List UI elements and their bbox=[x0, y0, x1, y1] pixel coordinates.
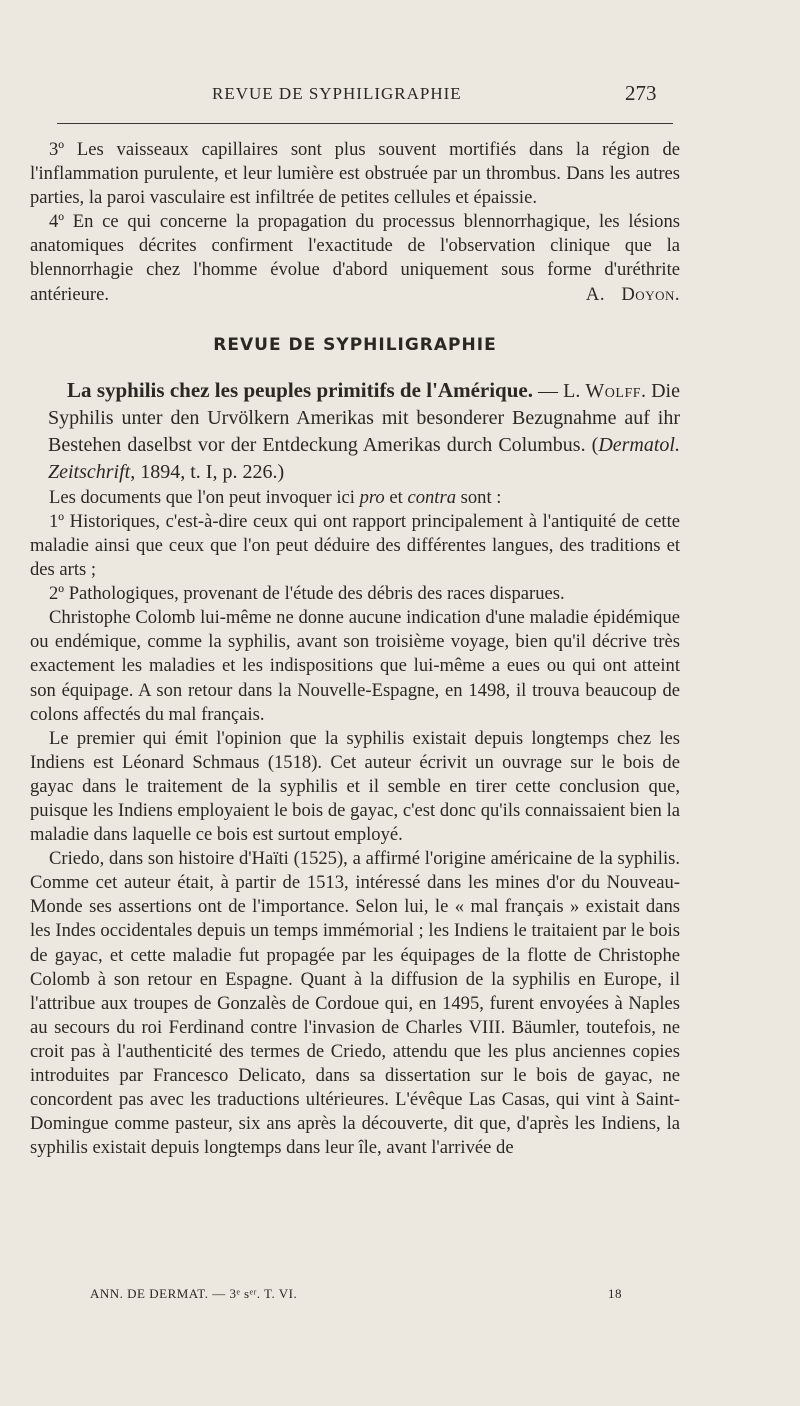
signature-mark: 18 bbox=[608, 1286, 622, 1301]
intro-conjunction: et bbox=[384, 486, 408, 508]
running-title: REVUE DE SYPHILIGRAPHIE bbox=[212, 84, 462, 103]
pro-term: pro bbox=[359, 486, 385, 508]
review-author: Wolff bbox=[585, 379, 642, 402]
paragraph: Le premier qui émit l'opinion que la syphilis existait depuis longtemps chez les Indiens est Léonard Schmaus (1518). Cet auteur écrivit un ouvrage sur le bois de gayac dans le traitement de la syphilis et il semble en tirer cette conclusion que, puisque les Indiens employaient le bois de gayac, c'est donc qu'ils connaissaient bien la maladie dans laquelle ce bois est surtout employé. bbox=[30, 727, 680, 846]
paragraph: 1º Historiques, c'est-à-dire ceux qui ont rapport principalement à l'antiquité de cette maladie ainsi que ceux que l'on peut déduire des différentes langues, des traditions et des arts ; bbox=[30, 510, 680, 581]
review-title: La syphilis chez les peuples primitifs de l'Amérique. bbox=[67, 377, 533, 402]
journal-name: Dermatol. Zeitschrift bbox=[48, 433, 680, 483]
page-number: 273 bbox=[625, 81, 657, 105]
header-rule bbox=[57, 123, 673, 124]
paragraph: 2º Pathologiques, provenant de l'étude des débris des races disparues. bbox=[49, 583, 565, 605]
paragraph-text: 4º En ce qui concerne la propagation du processus blennorrhagique, les lésions anatomiques décrites confirment l'exactitude de l'observation clinique que la blennorrhagie chez l'homme évolue d'abord uniquement sous forme d'uréthrite antérieure. bbox=[30, 211, 680, 305]
page-body bbox=[30, 138, 680, 1160]
journal-reference: ANN. DE DERMAT. — 3ᵉ sᵉʳ. T. VI. bbox=[90, 1286, 298, 1301]
paragraph-with-signature bbox=[30, 210, 680, 306]
author-dash: — L. bbox=[532, 379, 586, 402]
paragraph: 3º Les vaisseaux capillaires sont plus souvent mortifiés dans la région de l'inflammation purulente, et leur lumière est obstruée par un thrombus. Dans les autres parties, la paroi vasculaire est infiltrée de petites cellules et épaissie. bbox=[30, 139, 680, 209]
section-heading: REVUE DE SYPHILIGRAPHIE bbox=[213, 334, 497, 355]
citation-text: . Die Syphilis unter den Urvölkern Amerikas mit besonderer Bezugnahme auf ihr Bestehen daselbst vor der Entdeckung Amerikas durch Columbus. ( bbox=[48, 379, 680, 456]
citation-details: , 1894, t. I, p. 226.) bbox=[130, 460, 285, 483]
paragraph: Criedo, dans son histoire d'Haïti (1525), a affirmé l'origine américaine de la syphilis. Comme cet auteur était, à partir de 1513, intéressé dans les mines d'or du Nouveau-Monde ses assertions ont de l'importance. Selon lui, le « mal français » existait dans les Indes occidentales depuis un temps immémorial ; les Indiens le traitaient par le bois de gayac, et cette maladie fut propagée par les équipages de la flotte de Christophe Colomb à son retour en Espagne. Quant à la diffusion de la syphilis en Europe, il l'attribue aux troupes de Gonzalès de Cordoue qui, en 1495, furent envoyées à Naples au secours du roi Ferdinand contre l'invasion de Charles VIII. Bäumler, toutefois, ne croit pas à l'authenticité des termes de Criedo, attendu que les plus anciennes copies introduites par Francesco Delicato, dans sa dissertation sur le bois de gayac, ne concordent pas avec les traductions ultérieures. L'évêque Las Casas, qui vint à Saint-Domingue comme pasteur, six ans après la découverte, dit que, d'après les Indiens, la syphilis existait depuis longtemps dans leur île, avant l'arrivée de bbox=[30, 848, 680, 1159]
intro-paragraph bbox=[30, 486, 680, 510]
intro-ending: sont : bbox=[456, 486, 502, 508]
author-signature: A. Doyon. bbox=[585, 283, 681, 305]
contra-term: contra bbox=[407, 486, 456, 508]
intro-text: Les documents que l'on peut invoquer ici bbox=[49, 486, 360, 508]
paragraph: Christophe Colomb lui-même ne donne aucune indication d'une maladie épidémique ou endémique, comme la syphilis, avant son troisième voyage, bien qu'il décrive très exactement les maladies et les indispositions que lui-même a eues ou qui ont atteint son équipage. A son retour dans la Nouvelle-Espagne, en 1498, il trouva beaucoup de colons affectés du mal français. bbox=[30, 607, 680, 725]
review-citation bbox=[30, 377, 680, 486]
